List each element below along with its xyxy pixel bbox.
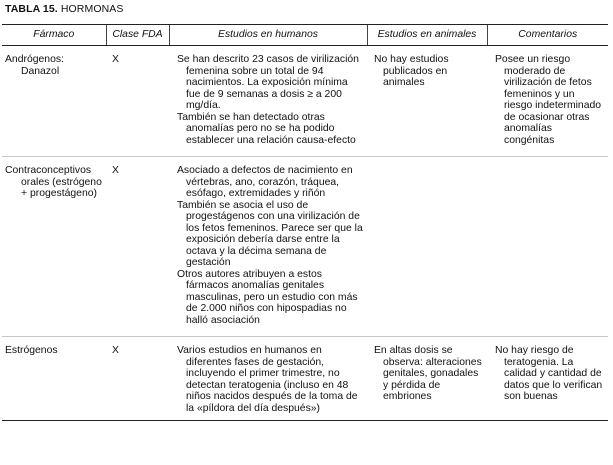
table-row xyxy=(2,46,608,157)
humanos-paragraph: También se han detectado otras anomalías pero no se ha podido establecer una relación causa-efecto xyxy=(177,111,356,146)
humanos-paragraph: Otros autores atribuyen a estos fármacos anomalías genitales masculinas, pero un estudio con más de 2.000 niños con hipospadias no halló asociación xyxy=(177,268,358,326)
cell-farmaco xyxy=(2,337,106,421)
animales-text: En altas dosis se observa: alteraciones genitales, gonadales y pérdida de embriones xyxy=(374,345,482,402)
table-row xyxy=(2,337,608,421)
farmaco-name: Estrógenos xyxy=(5,345,58,356)
cell-estudios-humanos xyxy=(169,46,367,157)
cell-clase-fda: X xyxy=(106,157,169,337)
cell-comentarios xyxy=(487,337,608,421)
cell-clase-fda: X xyxy=(106,46,169,157)
cell-estudios-animales xyxy=(367,46,487,157)
humanos-paragraph: También se asocia el uso de progestágenos con una virilización de los fetos femeninos. Parece ser que la exposición debería darse entre la octava y la décima semana de gestación xyxy=(177,199,363,268)
table-title-text: HORMONAS xyxy=(57,3,124,15)
animales-text: No hay estudios publicados en animales xyxy=(374,54,449,88)
table-row xyxy=(2,157,608,337)
cell-farmaco xyxy=(2,46,106,157)
cell-estudios-animales xyxy=(367,157,487,337)
header-row xyxy=(2,25,608,46)
header-comentarios: Comentarios xyxy=(487,25,608,46)
farmaco-name: Contraconceptivos orales (estrógeno + progestágeno) xyxy=(5,165,102,199)
cell-estudios-humanos xyxy=(169,337,367,421)
humanos-paragraph: Se han descrito 23 casos de virilización femenina sobre un total de 94 nacimientos. La exposición mínima fue de 9 semanas a dosis ≥ a 200 mg/día. xyxy=(177,54,359,111)
cell-clase-fda: X xyxy=(106,337,169,421)
comentarios-text: Posee un riesgo moderado de virilización de fetos femeninos y un riesgo indeterminado de ocasionar otras anomalías congénitas xyxy=(495,54,602,146)
header-farmaco: Fármaco xyxy=(2,25,106,46)
comentarios-text: No hay riesgo de teratogenia. La calidad y cantidad de datos que lo verifican son buenas xyxy=(495,345,603,402)
cell-comentarios xyxy=(487,157,608,337)
cell-estudios-humanos xyxy=(169,157,367,337)
table-header xyxy=(2,25,608,46)
header-estudios-animales: Estudios en animales xyxy=(367,25,487,46)
humanos-paragraph: Varios estudios en humanos en diferentes fases de gestación, incluyendo el primer trimestre, no detectan teratogenia (incluso en 48 niños nacidos después de la toma de la «píldora del día después») xyxy=(177,345,358,414)
humanos-paragraph: Asociado a defectos de nacimiento en vértebras, ano, corazón, tráquea, esófago, extremidades y riñón xyxy=(177,165,353,199)
cell-farmaco xyxy=(2,157,106,337)
header-clase-fda: Clase FDA xyxy=(106,25,169,46)
cell-comentarios xyxy=(487,46,608,157)
table-body xyxy=(2,46,608,421)
table-title-number: TABLA 15. xyxy=(5,3,58,15)
cell-estudios-animales xyxy=(367,337,487,421)
table-title xyxy=(5,3,123,15)
farmaco-name: Andrógenos: Danazol xyxy=(5,54,64,77)
hormonas-table xyxy=(2,24,608,421)
header-estudios-humanos: Estudios en humanos xyxy=(169,25,367,46)
